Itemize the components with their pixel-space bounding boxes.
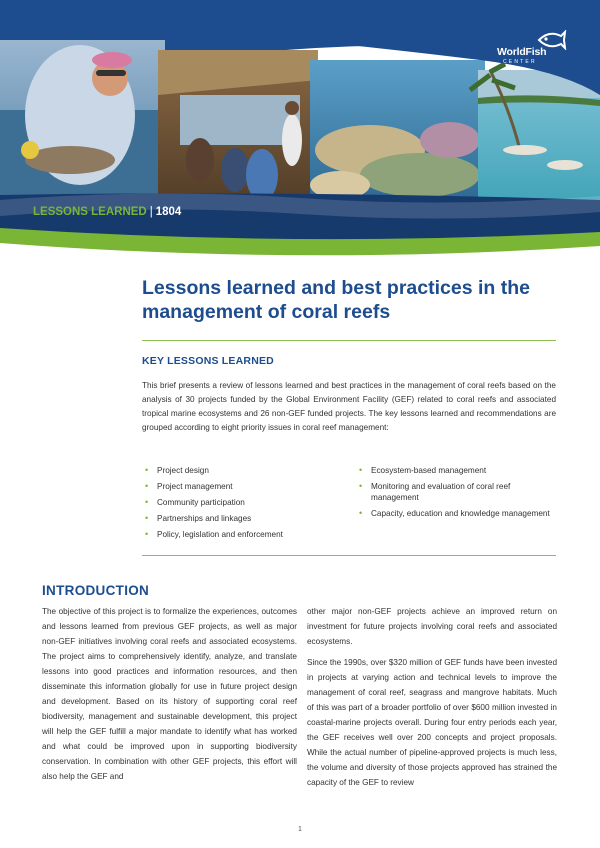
logo-subtitle: CENTER — [503, 59, 537, 65]
list-item: • Ecosystem-based management — [356, 465, 556, 476]
series-title: LESSONS LEARNED — [33, 206, 147, 218]
introduction-heading: INTRODUCTION — [42, 583, 150, 598]
list-item: • Partnerships and linkages — [142, 513, 342, 524]
key-lessons-paragraph: This brief presents a review of lessons learned and best practices in the management of coral reefs based on the analysis of 30 projects funded by the Global Environment Facility (GEF) related to coral reefs and associated tropical marine ecosystems and 26 non-GEF funded projects. The key lessons learned and recommendations are grouped according to eight priority issues in coral reef management: — [142, 381, 556, 432]
introduction-column-left — [42, 604, 297, 790]
document-title: Lessons learned and best practices in the management of coral reefs — [142, 277, 530, 323]
introduction-paragraph: Since the 1990s, over $320 million of GEF funds have been invested in projects at varying action and technical levels to improve the management of coral reef, seagrass and mangrove habitats. Much of this was part of a broader portfolio of over $600 million invested in coastal-marine projects overall. During four entry periods each year, the GEF receives well over 200 concepts and project proposals. While the actual number of pipeline-approved projects is much less, the volume and diversity of those projects approved has strained the capacity of the GEF to review — [307, 658, 557, 787]
bullet-list-right — [356, 465, 556, 524]
list-item: • Project design — [142, 465, 342, 476]
page-number: 1 — [298, 826, 302, 833]
series-label — [33, 206, 181, 218]
divider-bottom — [142, 555, 556, 556]
series-number: 1804 — [155, 206, 182, 218]
series-separator: | — [149, 206, 153, 218]
key-lessons-heading: KEY LESSONS LEARNED — [142, 355, 274, 367]
divider-top — [142, 340, 556, 341]
list-item: • Policy, legislation and enforcement — [142, 529, 342, 540]
list-item: • Community participation — [142, 497, 342, 508]
bullet-list-left — [142, 465, 342, 545]
worldfish-logo — [497, 30, 567, 72]
list-item: • Monitoring and evaluation of coral reef management — [356, 481, 556, 503]
list-item: • Capacity, education and knowledge management — [356, 508, 556, 519]
introduction-paragraph: other major non-GEF projects achieve an improved return on investment for future projects involving coral reefs and associated ecosystems. — [307, 607, 557, 646]
introduction-column-right — [307, 604, 557, 796]
introduction-paragraph: The objective of this project is to formalize the experiences, outcomes and lessons learned from previous GEF projects, as well as major non-GEF initiatives involving coral reefs and associated ecosystems. The project aims to comprehensively identify, analyze, and translate lessons into good practices and information resources, and then disseminate this information globally for use in future project design and development. Based on its history of supporting coral reef biodiversity, management and sustainable development, this project will help the GEF fulfill a major mandate to identify what has worked and what could be improved upon in supporting biodiversity conservation. In combination with other GEF projects, this effort will also help the GEF and — [42, 607, 297, 781]
list-item: • Project management — [142, 481, 342, 492]
header-banner — [0, 0, 600, 275]
logo-name: WorldFish — [497, 46, 547, 58]
